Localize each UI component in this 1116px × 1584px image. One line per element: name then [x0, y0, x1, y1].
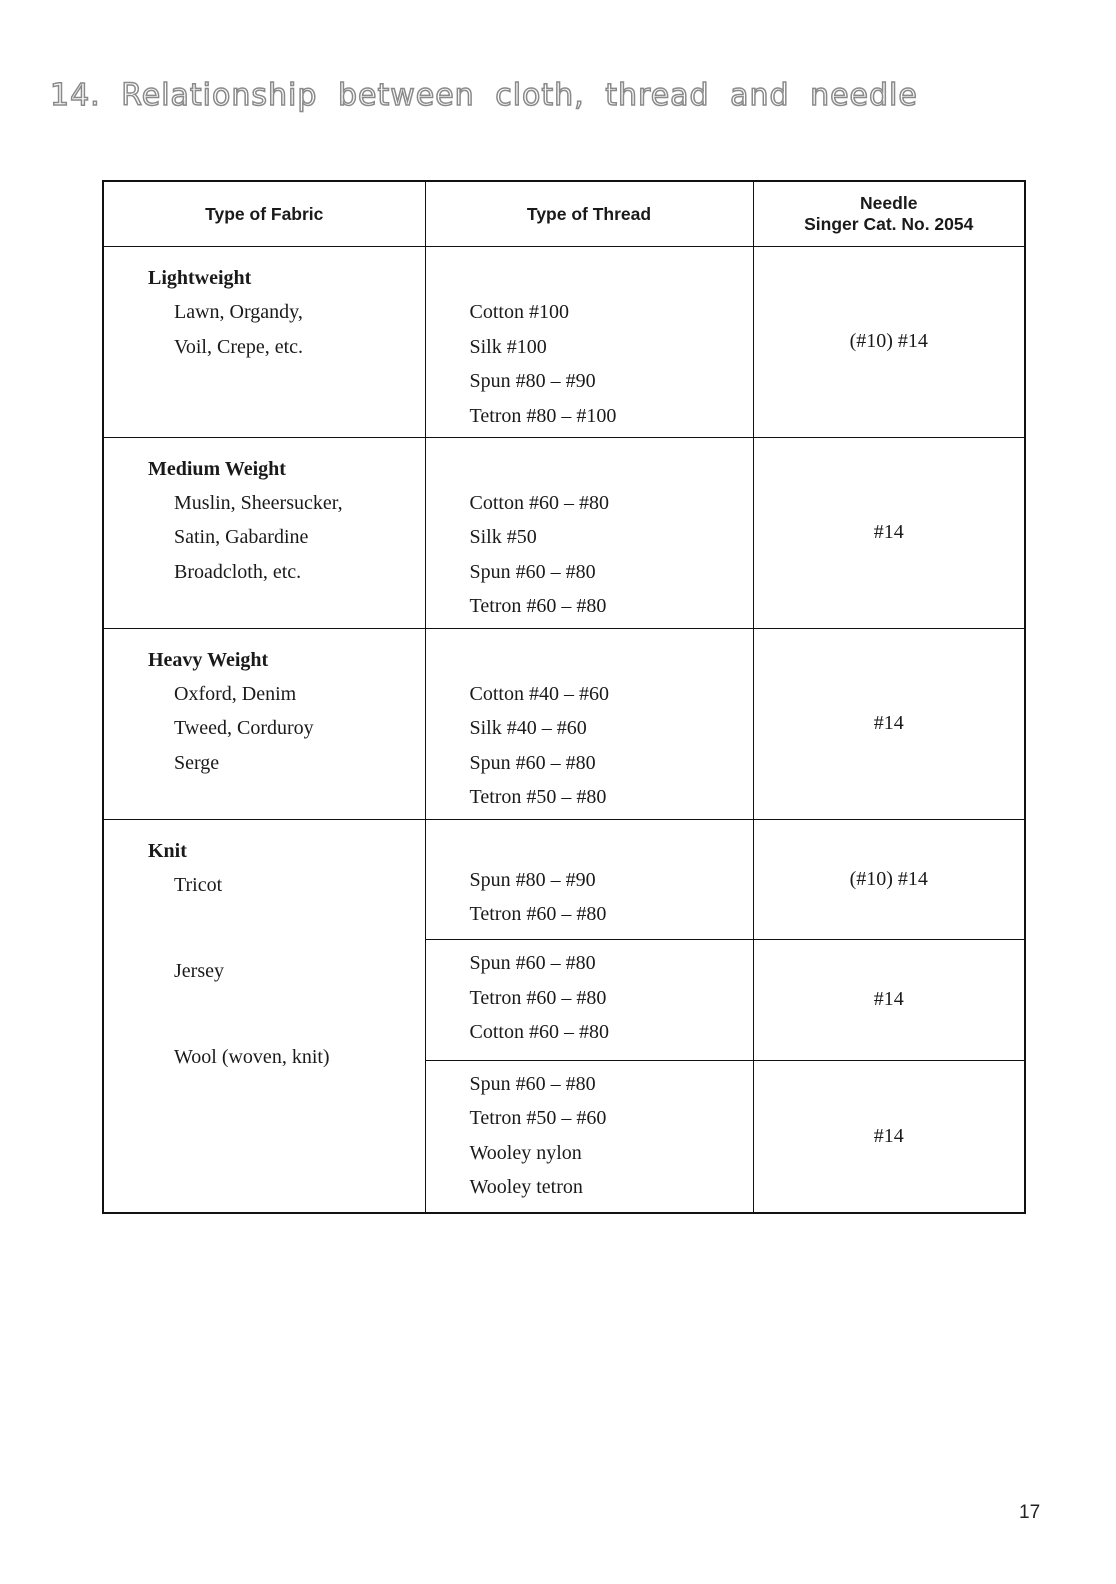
- fabric-item: Lawn, Organdy,: [174, 301, 303, 323]
- thread-item: Cotton #60 – #80: [469, 1021, 609, 1044]
- fabric-cell-medium-weight: [103, 437, 425, 628]
- spacer: [148, 902, 425, 954]
- header-row: [103, 181, 1025, 247]
- category-heavy-weight: Heavy Weight: [148, 648, 269, 671]
- category-lightweight: Lightweight: [148, 267, 252, 289]
- thread-item: Spun #60 – #80: [469, 560, 596, 583]
- fabric-item: Satin, Gabardine: [174, 526, 309, 549]
- fabric-thread-needle-table: [102, 180, 1026, 1214]
- thread-cell-lightweight: [425, 247, 753, 438]
- header-needle-line2: Singer Cat. No. 2054: [804, 214, 974, 234]
- header-fabric: Type of Fabric: [103, 181, 425, 247]
- thread-cell-jersey: [425, 940, 753, 1061]
- thread-item: Spun #60 – #80: [469, 1072, 596, 1095]
- needle-cell-jersey: #14: [753, 940, 1025, 1061]
- thread-item: Spun #80 – #90: [469, 868, 596, 891]
- fabric-cell-heavy-weight: [103, 628, 425, 819]
- needle-cell-lightweight: (#10) #14: [753, 247, 1025, 438]
- header-thread: Type of Thread: [425, 181, 753, 247]
- thread-item: Cotton #100: [469, 301, 569, 323]
- thread-item: Tetron #60 – #80: [469, 986, 607, 1009]
- spacer: [148, 989, 425, 1040]
- table-row-lightweight: [103, 247, 1025, 438]
- fabric-item: Broadcloth, etc.: [174, 560, 302, 583]
- thread-item: Silk #100: [469, 335, 547, 358]
- needle-cell-medium-weight: #14: [753, 437, 1025, 628]
- thread-item: Tetron #60 – #80: [469, 903, 607, 926]
- thread-item: Tetron #50 – #60: [469, 1107, 607, 1130]
- fabric-cell-knit: [103, 819, 425, 1213]
- fabric-item: Oxford, Denim: [174, 682, 297, 705]
- fabric-item: Serge: [174, 751, 220, 774]
- thread-item: Tetron #50 – #80: [469, 786, 607, 809]
- header-needle: [753, 181, 1025, 247]
- fabric-item-wool: Wool (woven, knit): [174, 1045, 330, 1068]
- thread-item: Tetron #80 – #100: [469, 404, 617, 427]
- table-row-heavy-weight: [103, 628, 1025, 819]
- category-medium-weight: Medium Weight: [148, 457, 286, 480]
- thread-cell-heavy-weight: [425, 628, 753, 819]
- thread-item: Spun #60 – #80: [469, 751, 596, 774]
- thread-item: Spun #60 – #80: [469, 952, 596, 975]
- header-needle-line1: Needle: [860, 193, 918, 213]
- thread-item: Spun #80 – #90: [469, 370, 596, 392]
- fabric-cell-lightweight: [103, 247, 425, 438]
- needle-cell-wool: #14: [753, 1060, 1025, 1213]
- category-knit: Knit: [148, 839, 187, 862]
- thread-cell-medium-weight: [425, 437, 753, 628]
- page-number: 17: [1019, 1502, 1041, 1523]
- thread-item: Cotton #60 – #80: [469, 491, 609, 514]
- thread-cell-wool: [425, 1060, 753, 1213]
- thread-item: Wooley nylon: [469, 1141, 582, 1164]
- fabric-item: Voil, Crepe, etc.: [174, 335, 304, 358]
- fabric-item-jersey: Jersey: [174, 960, 224, 983]
- needle-cell-heavy-weight: #14: [753, 628, 1025, 819]
- needle-cell-tricot: (#10) #14: [753, 819, 1025, 940]
- thread-item: Wooley tetron: [469, 1176, 583, 1199]
- thread-item: Tetron #60 – #80: [469, 595, 607, 618]
- table-row-knit-tricot: [103, 819, 1025, 940]
- table-row-medium-weight: [103, 437, 1025, 628]
- thread-item: Silk #50: [469, 526, 537, 549]
- thread-cell-tricot: [425, 819, 753, 940]
- thread-item: Silk #40 – #60: [469, 717, 587, 740]
- fabric-item: Tweed, Corduroy: [174, 717, 314, 740]
- fabric-item: Muslin, Sheersucker,: [174, 491, 343, 514]
- fabric-item-tricot: Tricot: [174, 873, 223, 896]
- page-title: 14. Relationship between cloth, thread and needle: [50, 78, 918, 113]
- thread-item: Cotton #40 – #60: [469, 682, 609, 705]
